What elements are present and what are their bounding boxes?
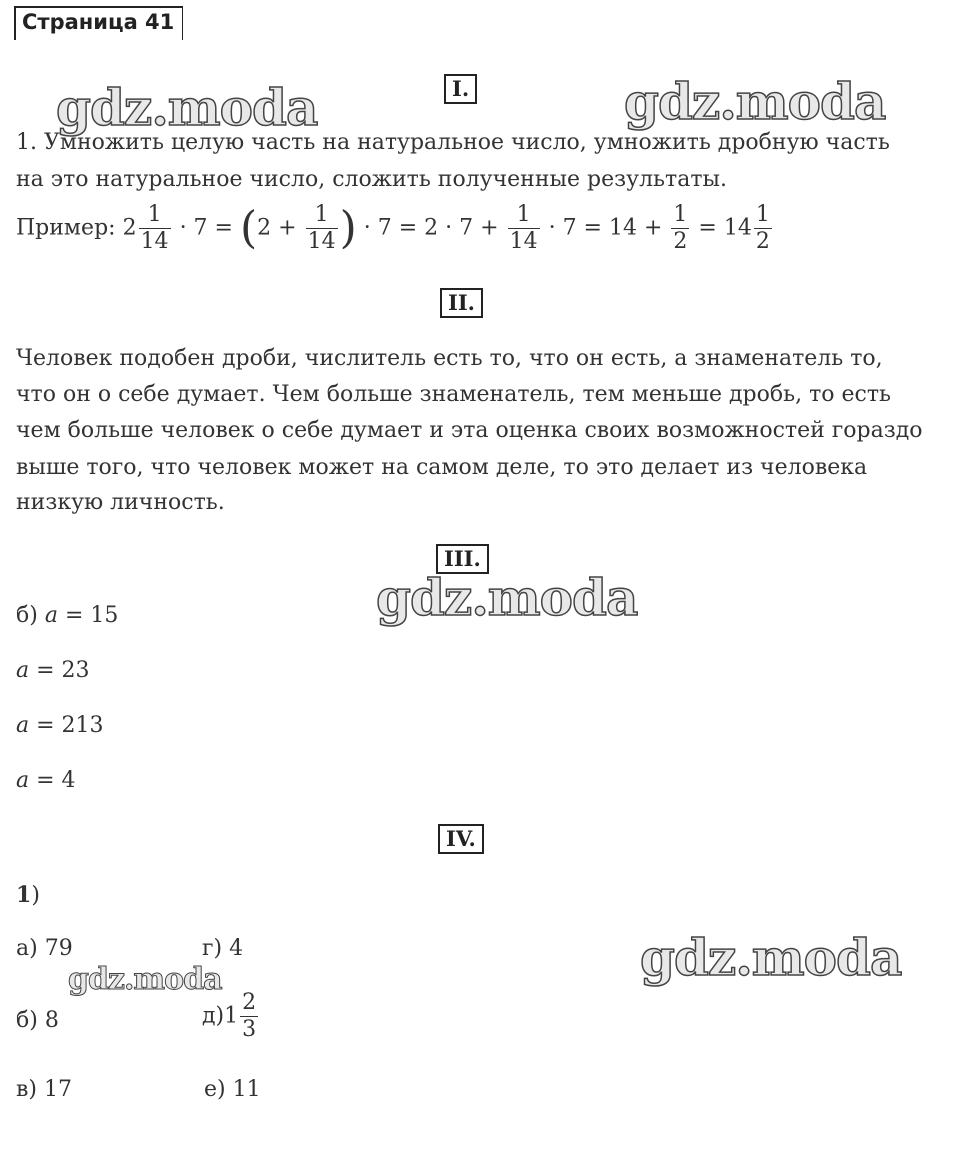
paren-close: ) <box>339 202 357 254</box>
section1-line: на это натуральное число, сложить полученные результаты. <box>16 167 727 192</box>
section2-line: Человек подобен дроби, числитель есть то, что он есть, а знаменатель то, <box>16 346 883 371</box>
task-number: 1) <box>16 882 40 908</box>
section2-line: чем больше человек о себе думает и эта оценка своих возможностей гораздо <box>16 418 923 443</box>
fraction: $\frac{1}{14}$ <box>140 202 169 254</box>
section-numeral-2: II. <box>440 288 483 318</box>
answer-v: в) 17 <box>16 1077 72 1102</box>
formula-term: 2 + <box>257 215 297 241</box>
answer-b: б) 8 <box>16 1008 59 1033</box>
watermark-logo: gdz.moda <box>640 928 902 987</box>
section1-line: 1. Умножить целую часть на натуральное число, умножить дробную часть <box>16 130 890 155</box>
section2-line: низкую личность. <box>16 490 225 515</box>
fraction: $\frac{1}{14}$ <box>307 202 336 254</box>
answer-a: а) 79 <box>16 936 73 961</box>
example-prefix: Пример: <box>16 215 116 241</box>
answer-line: a = 213 <box>16 713 104 738</box>
watermark-logo: gdz.moda <box>68 962 222 997</box>
formula-term: · 7 = 14 + <box>548 215 663 241</box>
section-numeral-1: I. <box>444 74 477 104</box>
watermark-logo: gdz.moda <box>624 72 886 131</box>
formula-term: · 7 = 2 · 7 + <box>363 215 499 241</box>
section2-line: что он о себе думает. Чем больше знаменатель, тем меньше дробь, то есть <box>16 382 891 407</box>
answer-e: е) 11 <box>204 1077 261 1102</box>
formula-term: · 7 = <box>179 215 233 241</box>
watermark-logo: gdz.moda <box>376 568 638 627</box>
answer-line: a = 4 <box>16 768 76 793</box>
formula-term: = 14 <box>698 215 752 241</box>
section-numeral-3: III. <box>436 544 489 574</box>
fraction: $\frac{1}{2}$ <box>673 202 688 254</box>
fraction: $\frac{1}{14}$ <box>509 202 538 254</box>
fraction: $\frac{2}{3}$ <box>242 990 257 1042</box>
formula-term: 2 <box>122 215 137 241</box>
answer-d: д)1 $\frac{2}{3}$ <box>202 990 257 1042</box>
answer-g: г) 4 <box>202 936 244 961</box>
section-numeral-4: IV. <box>438 824 484 854</box>
fraction: $\frac{1}{2}$ <box>755 202 770 254</box>
page-label: Страница 41 <box>14 6 183 40</box>
example-formula <box>16 202 774 255</box>
section2-line: выше того, что человек может на самом деле, то это делает из человека <box>16 455 868 480</box>
watermark-logo: gdz.moda <box>56 78 318 137</box>
answer-line: a = 23 <box>16 658 90 683</box>
answer-line: б) a = 15 <box>16 603 119 628</box>
paren-open: ( <box>239 202 258 254</box>
